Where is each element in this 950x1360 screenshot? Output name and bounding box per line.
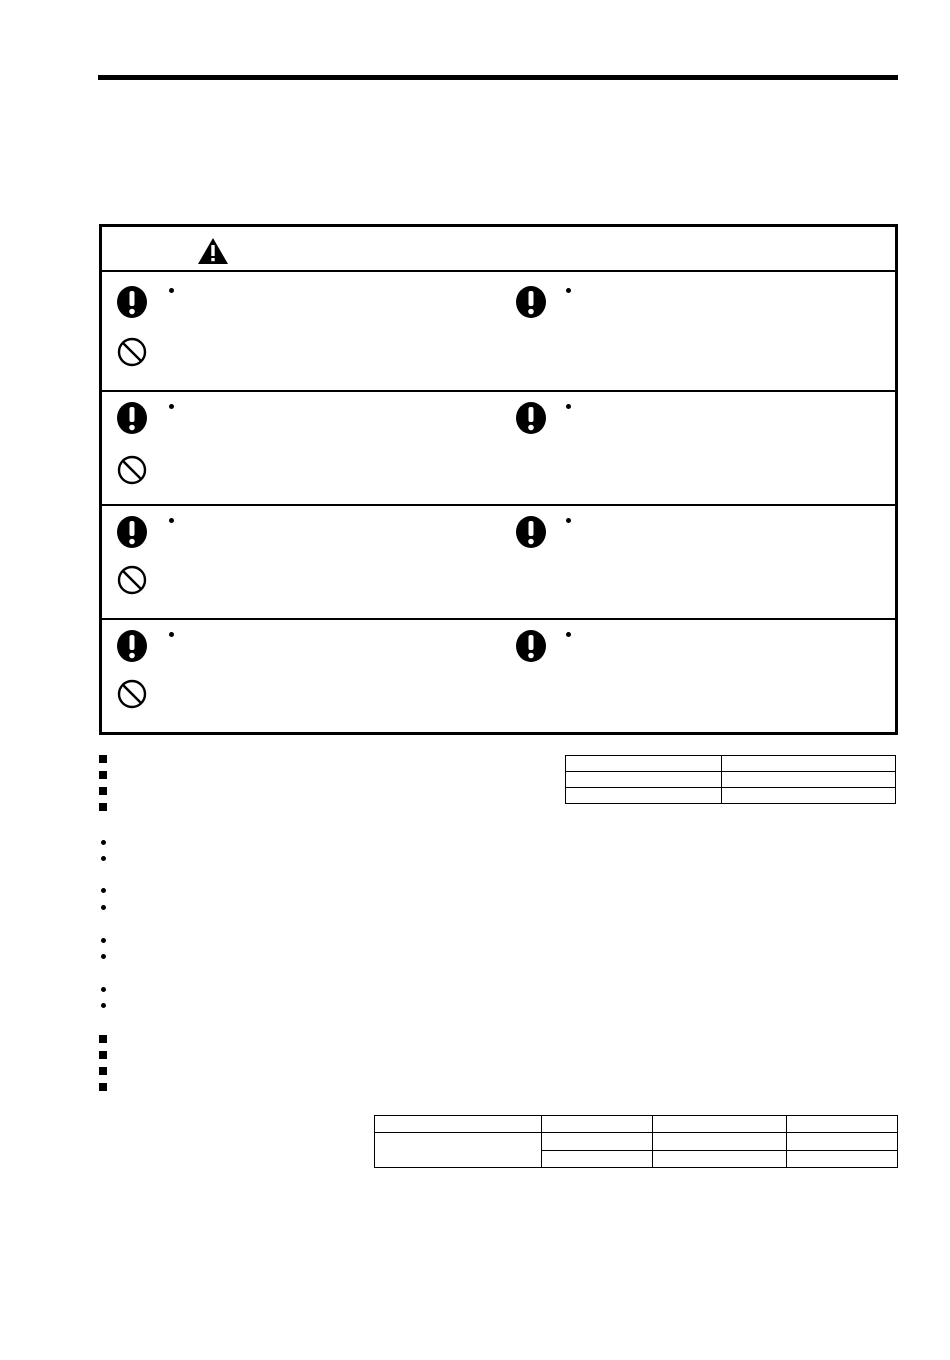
spec-table-small <box>565 755 896 804</box>
caution-row <box>102 504 895 618</box>
prohibition-icon <box>117 337 147 367</box>
table-cell <box>653 1133 787 1151</box>
round-bullet <box>101 888 106 893</box>
table-cell <box>722 788 896 804</box>
warning-triangle-icon <box>197 237 229 265</box>
exclamation-icon <box>116 515 148 549</box>
exclamation-icon <box>515 401 547 435</box>
bullet-dot <box>169 632 174 637</box>
exclamation-icon <box>515 629 547 663</box>
round-bullet <box>101 954 106 959</box>
header-rule <box>98 75 898 80</box>
round-bullet <box>101 938 106 943</box>
prohibition-icon <box>117 455 147 485</box>
table-header-cell <box>653 1116 787 1133</box>
square-bullet <box>99 1067 107 1075</box>
table-cell <box>787 1150 898 1168</box>
square-bullet <box>99 1083 107 1091</box>
square-bullet <box>99 755 107 763</box>
table-cell <box>566 756 722 772</box>
exclamation-icon <box>515 515 547 549</box>
table-row <box>566 756 896 772</box>
square-bullet <box>99 1035 107 1043</box>
table-cell <box>653 1150 787 1168</box>
table-header-cell <box>787 1116 898 1133</box>
round-bullet <box>101 840 106 845</box>
table-cell <box>722 756 896 772</box>
table-header-row <box>375 1116 898 1133</box>
table-cell <box>787 1133 898 1151</box>
round-bullet <box>101 856 106 861</box>
prohibition-icon <box>117 565 147 595</box>
exclamation-icon <box>515 285 547 319</box>
square-bullet <box>99 1051 107 1059</box>
bullet-dot <box>566 632 571 637</box>
caution-row <box>102 272 895 390</box>
square-bullet <box>99 771 107 779</box>
table-header-cell <box>375 1116 542 1133</box>
round-bullet <box>101 1003 106 1008</box>
table-cell <box>566 788 722 804</box>
exclamation-icon <box>116 285 148 319</box>
spec-table-bottom <box>374 1115 898 1168</box>
square-bullet <box>99 787 107 795</box>
caution-header <box>102 227 895 272</box>
table-row <box>566 788 896 804</box>
bullet-dot <box>566 288 571 293</box>
table-row <box>566 772 896 788</box>
table-header-cell <box>542 1116 653 1133</box>
caution-box <box>99 224 898 735</box>
table-cell <box>542 1133 653 1151</box>
bullet-dot <box>566 404 571 409</box>
bullet-dot <box>169 404 174 409</box>
table-cell <box>722 772 896 788</box>
table-cell <box>375 1133 542 1168</box>
round-bullet <box>101 905 106 910</box>
prohibition-icon <box>117 679 147 709</box>
exclamation-icon <box>116 629 148 663</box>
caution-row <box>102 390 895 504</box>
round-bullet <box>101 987 106 992</box>
square-bullet <box>99 803 107 811</box>
caution-row <box>102 618 895 732</box>
bullet-dot <box>169 288 174 293</box>
table-cell <box>542 1150 653 1168</box>
bullet-dot <box>566 518 571 523</box>
table-cell <box>566 772 722 788</box>
exclamation-icon <box>116 401 148 435</box>
bullet-dot <box>169 518 174 523</box>
table-row <box>375 1133 898 1151</box>
